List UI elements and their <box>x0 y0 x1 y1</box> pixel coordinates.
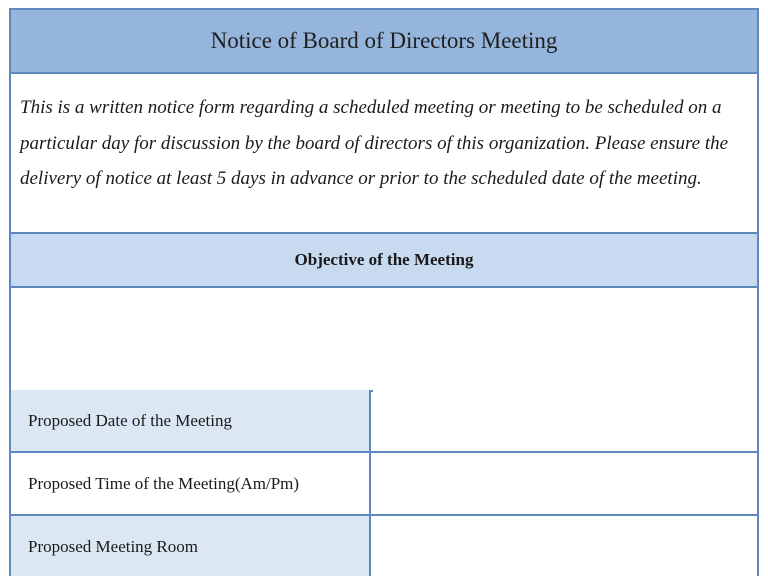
date-label: Proposed Date of the Meeting <box>11 390 371 451</box>
time-row <box>11 453 757 516</box>
room-field[interactable] <box>373 516 757 576</box>
notice-form <box>9 8 759 576</box>
objective-field[interactable] <box>11 288 757 392</box>
date-row <box>11 390 757 453</box>
date-field[interactable] <box>373 390 757 451</box>
objective-header: Objective of the Meeting <box>11 234 757 288</box>
intro-text: This is a written notice form regarding a scheduled meeting or meeting to be scheduled on a particular day for discussion by the board of directors of this organization. Please ensure the delivery of notice at least 5 days in advance or prior to the scheduled date of the meeting. <box>11 74 757 234</box>
form-title: Notice of Board of Directors Meeting <box>11 10 757 74</box>
room-row <box>11 516 757 576</box>
time-label: Proposed Time of the Meeting(Am/Pm) <box>11 453 371 514</box>
time-field[interactable] <box>373 453 757 514</box>
room-label: Proposed Meeting Room <box>11 516 371 576</box>
